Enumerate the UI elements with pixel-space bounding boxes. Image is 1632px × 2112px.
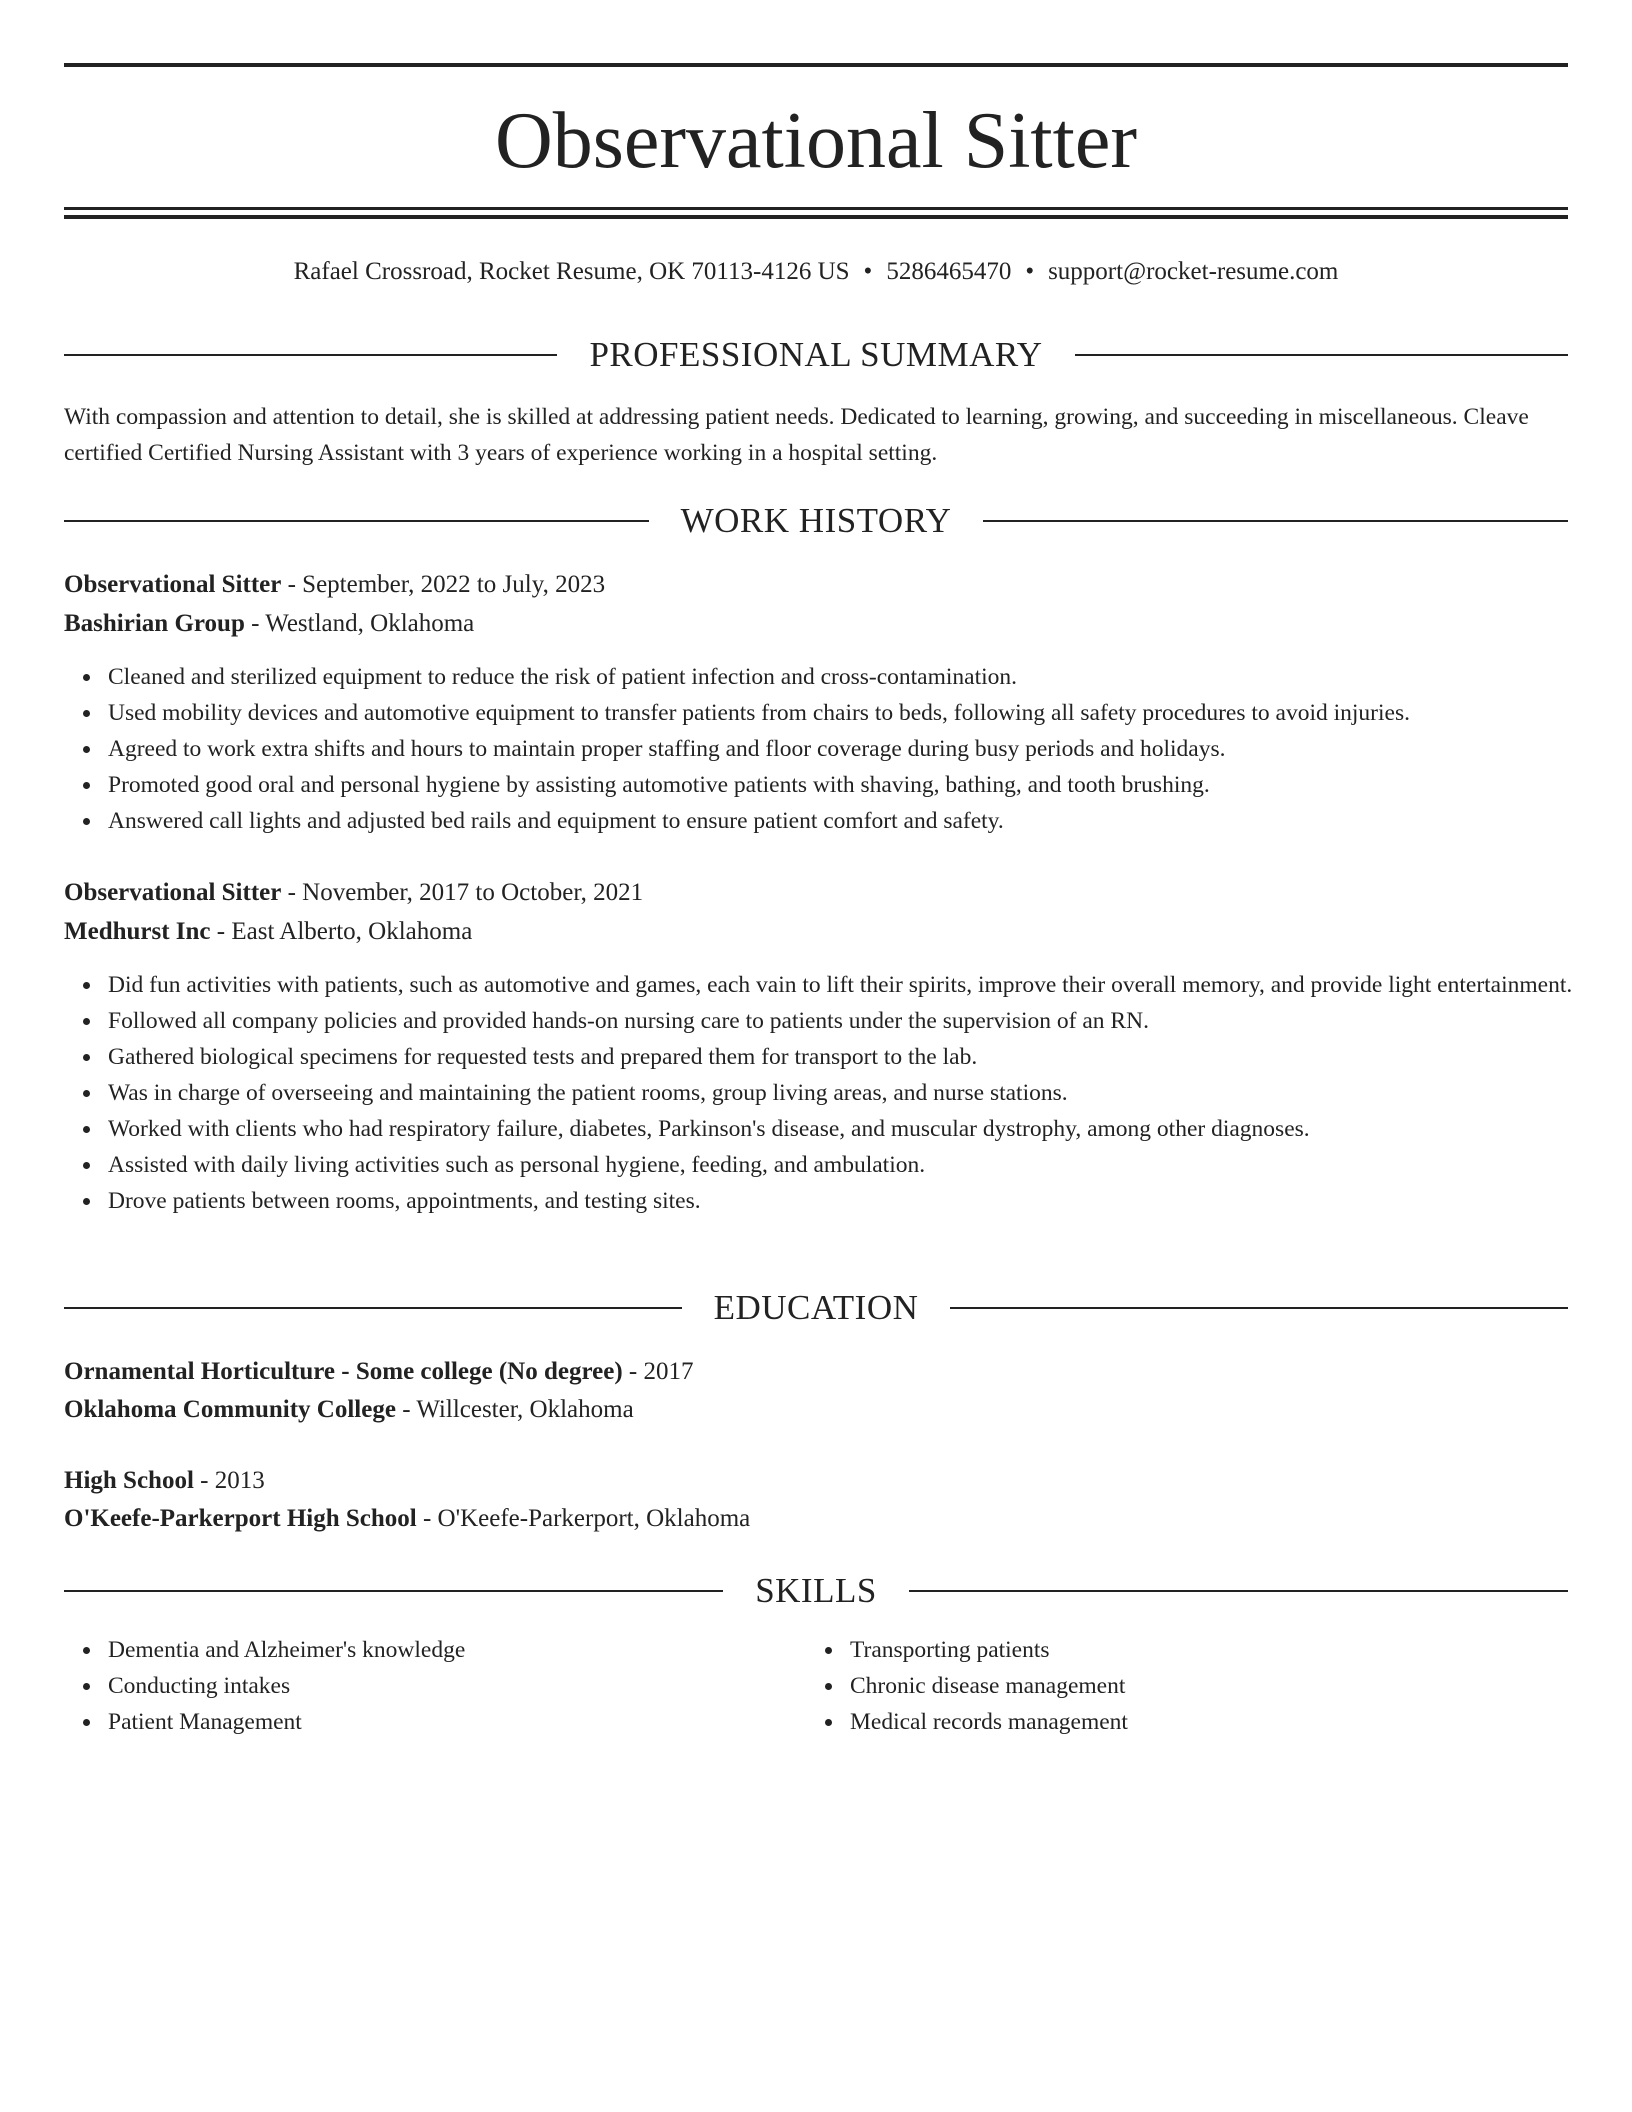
contact-separator: • — [1025, 258, 1035, 285]
job-company: Medhurst Inc — [64, 918, 211, 945]
job-title-line — [64, 874, 1568, 912]
education-year: - 2013 — [193, 1467, 265, 1494]
education-degree: Ornamental Horticulture - Some college (No degree) — [64, 1358, 623, 1385]
job-bullet: Did fun activities with patients, such as automotive and games, each vain to lift their spirits, improve their overall memory, and provide light entertainment. — [108, 967, 1612, 1003]
section-divider-line — [983, 520, 1568, 522]
section-divider-line — [950, 1307, 1568, 1309]
section-title: PROFESSIONAL SUMMARY — [589, 335, 1043, 374]
skills-list-right — [806, 1632, 1550, 1740]
section-divider-line — [64, 520, 649, 522]
job-dates: - November, 2017 to October, 2021 — [281, 879, 644, 906]
job-company: Bashirian Group — [64, 610, 245, 637]
section-title: SKILLS — [755, 1571, 877, 1610]
section-divider-line — [909, 1590, 1568, 1592]
job-bullet: Agreed to work extra shifts and hours to maintain proper staffing and floor coverage during busy periods and holidays. — [108, 731, 1612, 767]
job-bullet: Gathered biological specimens for requested tests and prepared them for transport to the lab. — [108, 1039, 1612, 1075]
job-company-line — [64, 605, 1568, 643]
section-divider-line — [64, 354, 557, 356]
education-location: - Willcester, Oklahoma — [395, 1396, 634, 1423]
job-dates: - September, 2022 to July, 2023 — [281, 571, 606, 598]
job-bullet: Answered call lights and adjusted bed rails and equipment to ensure patient comfort and safety. — [108, 803, 1612, 839]
section-heading-work-history — [64, 498, 1568, 544]
education-school-line — [64, 1391, 1568, 1429]
skill-item: Medical records management — [850, 1704, 1550, 1740]
education-school-line — [64, 1500, 1568, 1538]
job-bullet: Followed all company policies and provided hands-on nursing care to patients under the supervision of an RN. — [108, 1003, 1612, 1039]
resume-name: Observational Sitter — [494, 97, 1138, 185]
section-heading-skills — [64, 1568, 1568, 1614]
education-degree-line — [64, 1462, 1568, 1500]
job-bullet: Promoted good oral and personal hygiene by assisting automotive patients with shaving, bathing, and tooth brushing. — [108, 767, 1612, 803]
education-degree: High School — [64, 1467, 194, 1494]
section-heading-summary — [64, 332, 1568, 378]
job-bullets — [64, 659, 1612, 839]
job-title: Observational Sitter — [64, 879, 282, 906]
job-location: - Westland, Oklahoma — [244, 610, 475, 637]
skills-list-left — [64, 1632, 808, 1740]
job-title: Observational Sitter — [64, 571, 282, 598]
education-school: O'Keefe-Parkerport High School — [64, 1505, 417, 1532]
contact-email: support@rocket-resume.com — [1048, 258, 1339, 285]
education-school: Oklahoma Community College — [64, 1396, 396, 1423]
job-bullet: Was in charge of overseeing and maintaining the patient rooms, group living areas, and nurse stations. — [108, 1075, 1612, 1111]
job-bullet: Drove patients between rooms, appointments, and testing sites. — [108, 1183, 1612, 1219]
job-bullet: Assisted with daily living activities such as personal hygiene, feeding, and ambulation. — [108, 1147, 1612, 1183]
summary-text: With compassion and attention to detail, she is skilled at addressing patient needs. Dedicated to learning, growing, and succeeding in miscellaneous. Cleave certified Certified Nursing Assistant with 3 years of experience working in a hospital setting. — [64, 404, 1529, 466]
contact-line — [64, 252, 1568, 292]
section-divider-line — [64, 1590, 723, 1592]
section-heading-education — [64, 1285, 1568, 1331]
skill-item: Dementia and Alzheimer's knowledge — [108, 1632, 808, 1668]
section-title: WORK HISTORY — [680, 501, 952, 540]
education-location: - O'Keefe-Parkerport, Oklahoma — [416, 1505, 751, 1532]
job-location: - East Alberto, Oklahoma — [210, 918, 473, 945]
header-double-rule-upper — [64, 207, 1568, 210]
skill-item: Transporting patients — [850, 1632, 1550, 1668]
header-double-rule-lower — [64, 215, 1568, 219]
section-title: EDUCATION — [713, 1288, 919, 1327]
job-title-line — [64, 566, 1568, 604]
contact-separator: • — [863, 258, 873, 285]
section-divider-line — [1075, 354, 1568, 356]
contact-address: Rafael Crossroad, Rocket Resume, OK 70113-4126 US — [293, 258, 850, 285]
header-top-rule — [64, 63, 1568, 67]
skill-item: Chronic disease management — [850, 1668, 1550, 1704]
job-company-line — [64, 913, 1568, 951]
job-bullet: Used mobility devices and automotive equipment to transfer patients from chairs to beds, following all safety procedures to avoid injuries. — [108, 695, 1612, 731]
job-bullets — [64, 967, 1612, 1219]
education-year: - 2017 — [622, 1358, 694, 1385]
skill-item: Conducting intakes — [108, 1668, 808, 1704]
contact-phone: 5286465470 — [886, 258, 1012, 285]
education-degree-line — [64, 1353, 1568, 1391]
section-divider-line — [64, 1307, 682, 1309]
job-bullet: Cleaned and sterilized equipment to reduce the risk of patient infection and cross-contamination. — [108, 659, 1612, 695]
job-bullet: Worked with clients who had respiratory failure, diabetes, Parkinson's disease, and muscular dystrophy, among other diagnoses. — [108, 1111, 1612, 1147]
skill-item: Patient Management — [108, 1704, 808, 1740]
